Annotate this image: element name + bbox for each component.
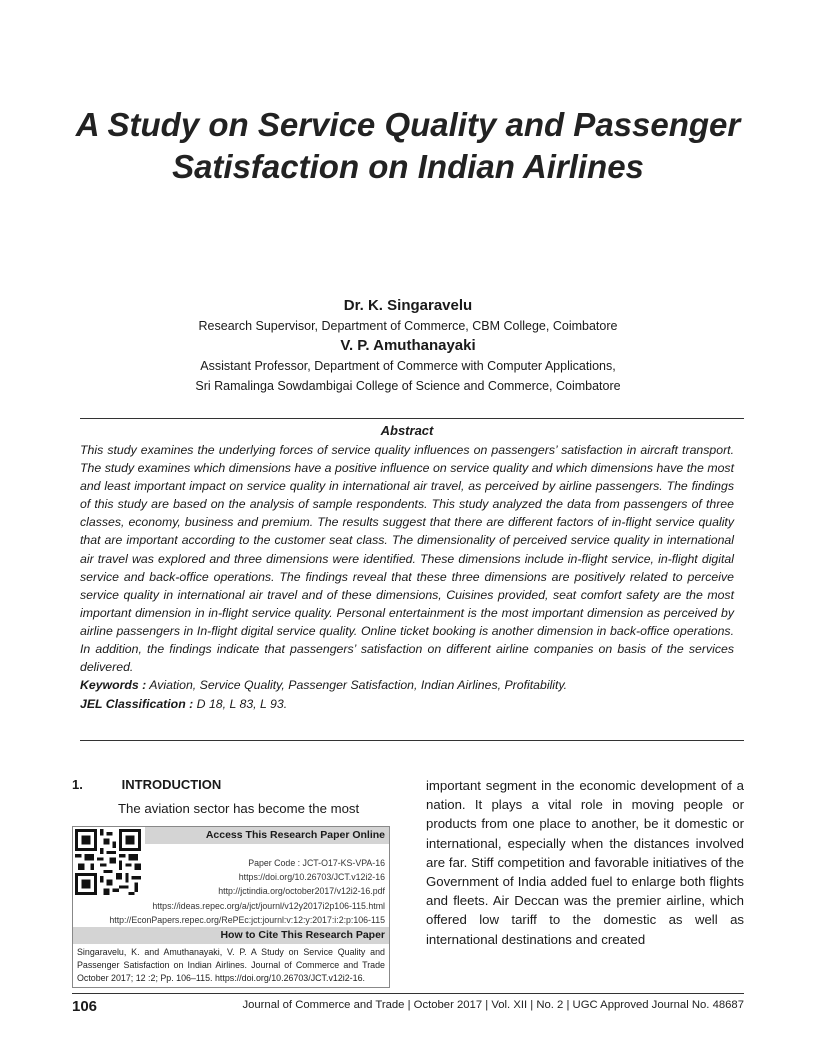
access-info-box xyxy=(72,826,390,988)
cite-heading: How to Cite This Research Paper xyxy=(73,927,389,944)
section-heading-introduction xyxy=(72,777,221,793)
author-name-2: V. P. Amuthanayaki xyxy=(340,337,476,354)
jel-label: JEL Classification : xyxy=(80,697,194,712)
section-number: 1. xyxy=(72,777,83,792)
paper-code: Paper Code : JCT-O17-KS-VPA-16 xyxy=(248,858,385,868)
abstract-section xyxy=(80,423,734,714)
intro-right-column-text: important segment in the economic development of a nation. It plays a vital role in moving people or products from one place to another, be it domestic or international, especially when the distances involved are far. Stiff competition and favorable initiatives of the Government of India added fuel to enlarge both flights and fleets. Air Deccan was the premier airline, which offered low tariff to the domestic as well as international destinations and created xyxy=(426,778,744,947)
jel-value: D 18, L 83, L 93. xyxy=(196,697,288,712)
abstract-heading: Abstract xyxy=(380,423,434,438)
page-number: 106 xyxy=(72,998,98,1015)
title-line-1: A Study on Service Quality and Passenger xyxy=(75,106,741,143)
econpapers-link[interactable]: http://EconPapers.repec.org/RePEc:jct:journl:v:12:y:2017:i:2:p:106-115 xyxy=(109,914,385,925)
qr-code-icon[interactable] xyxy=(75,829,141,895)
author-name-1: Dr. K. Singaravelu xyxy=(343,297,473,314)
author-affiliation-2a: Assistant Professor, Department of Commerce with Computer Applications, xyxy=(200,359,616,373)
title-line-2: Satisfaction on Indian Airlines xyxy=(172,148,644,185)
jel-line xyxy=(80,695,734,714)
keywords-line xyxy=(80,676,734,695)
pdf-link[interactable]: http://jctindia.org/october2017/v12i2-16.pdf xyxy=(218,886,385,897)
section-title: INTRODUCTION xyxy=(121,777,222,792)
author-block xyxy=(40,296,776,396)
journal-footer: Journal of Commerce and Trade | October 2017 | Vol. XII | No. 2 | UGC Approved Journal No. 48687 xyxy=(242,999,744,1011)
repec-ideas-link[interactable]: https://ideas.repec.org/a/jct/journl/v12y2017i2p106-115.html xyxy=(152,900,385,911)
abstract-bottom-rule xyxy=(80,740,744,741)
abstract-text: This study examines the underlying forces of service quality influences on passengers’ satisfaction in aircraft transport. The study examines which dimensions have a positive influence on service quality and which dimensions have the most and least important impact on service quality in international air travel, as perceived by airline passengers. The findings of this study are based on the analysis of sample respondents. This study analyzed the data from passengers of three classes, economy, business and premium. The results suggest that there are different factors of in-flight service quality that are important according to the customer seat class. The dimensionality of perceived service quality in international air travel was explored and three dimensions were identified. These dimensions include in-flight service, in-flight digital service and back-office operations. The findings reveal that these three dimensions are positively related to perceive service quality in international air travel and of these dimensions, Cuisines provided, seat comfort safety are the most important dimension in in-flight service quality. Personal entertainment is the most important dimension as perceived by airline passengers in In-flight digital service quality. Online ticket booking is another dimension in back-office operations. In addition, the findings indicate that passengers’ satisfaction on different airline companies on basis of the services delivered. xyxy=(80,443,734,675)
citation-text: Singaravelu, K. and Amuthanayaki, V. P. A Study on Service Quality and Passenger Satisfaction on Indian Airlines. Journal of Commerce and Trade October 2017; 12 :2; Pp. 106–115. https://doi.org/10.26703/JCT.v12i2-16. xyxy=(77,947,385,984)
access-online-heading: Access This Research Paper Online xyxy=(145,827,389,844)
abstract-top-rule xyxy=(80,418,744,419)
author-affiliation-2b: Sri Ramalinga Sowdambigai College of Science and Commerce, Coimbatore xyxy=(195,379,621,393)
intro-first-line: The aviation sector has become the most xyxy=(118,801,360,816)
keywords-label: Keywords : xyxy=(80,678,147,693)
doi-link[interactable]: https://doi.org/10.26703/JCT.v12i2-16 xyxy=(238,872,385,883)
footer-rule xyxy=(72,993,744,994)
author-affiliation-1: Research Supervisor, Department of Commerce, CBM College, Coimbatore xyxy=(198,319,618,333)
keywords-value: Aviation, Service Quality, Passenger Satisfaction, Indian Airlines, Profitability. xyxy=(149,678,568,693)
paper-title xyxy=(40,104,776,188)
